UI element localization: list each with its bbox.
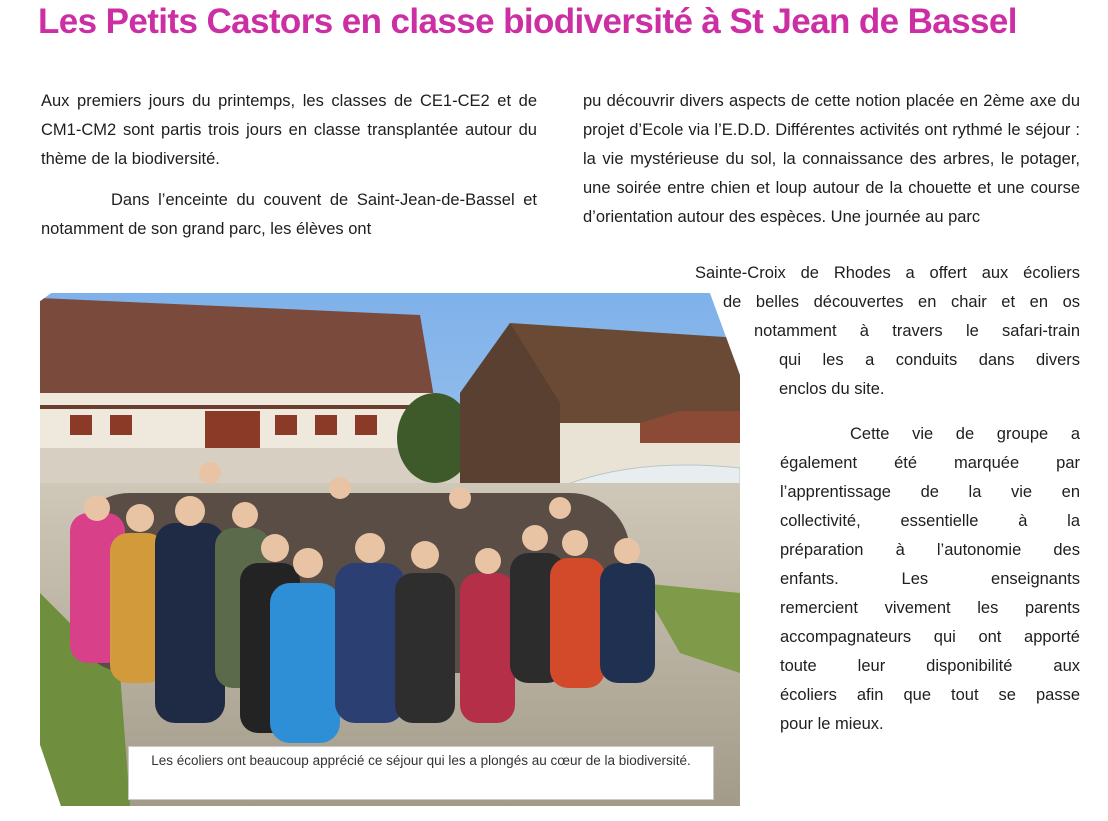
- paragraph-intro: Aux premiers jours du printemps, les classes de CE1-CE2 et de CM1-CM2 sont partis trois jours en classe transplantée autour du thème de la biodiversité.: [41, 92, 537, 168]
- paragraph-couvent: Dans l’enceinte du couvent de Saint-Jean-de-Bassel et notamment de son grand parc, les élèves ont: [41, 191, 537, 238]
- wrap-line: l’apprentissage de la vie en: [780, 483, 1080, 501]
- photo-frame: [34, 287, 746, 812]
- wrap-line: pour le mieux.: [780, 715, 884, 733]
- wrap-line: notamment à travers le safari-train: [754, 322, 1080, 340]
- right-column-wrap-1: [695, 259, 1080, 404]
- wrap-line: enclos du site.: [779, 380, 885, 398]
- right-column-wrap-2: [780, 420, 1080, 739]
- group-photo: [40, 293, 740, 806]
- wrap-line: écoliers afin que tout se passe: [780, 686, 1080, 704]
- wrap-line: de belles découvertes en chair et en os: [723, 293, 1080, 311]
- wrap-line: préparation à l’autonomie des: [780, 541, 1080, 559]
- wrap-line: Cette vie de groupe a: [850, 425, 1080, 443]
- wrap-line: également été marquée par: [780, 454, 1080, 472]
- paragraph-activites: pu découvrir divers aspects de cette notion placée en 2ème axe du projet d’Ecole via l’E.D.D. Différentes activités ont rythmé le séjour : la vie mystérieuse du sol, la connaissance des arbres, le potager, une soirée entre chien et loup autour de la chouette et une course d’orientation autour des espèces. Une journée au parc: [583, 92, 1080, 226]
- wrap-line: remercient vivement les parents: [780, 599, 1080, 617]
- wrap-line: qui les a conduits dans divers: [779, 351, 1080, 369]
- wrap-line: collectivité, essentielle à la: [780, 512, 1080, 530]
- photo-caption: Les écoliers ont beaucoup apprécié ce séjour qui les a plongés au cœur de la biodiversité.: [128, 746, 714, 800]
- wrap-line: toute leur disponibilité aux: [780, 657, 1080, 675]
- wrap-line: enfants. Les enseignants: [780, 570, 1080, 588]
- article-title: Les Petits Castors en classe biodiversité à St Jean de Bassel: [38, 2, 1017, 41]
- group-photo-illustration: [40, 293, 740, 806]
- wrap-line: accompagnateurs qui ont apporté: [780, 628, 1080, 646]
- right-column-top: [583, 87, 1080, 232]
- wrap-line: Sainte-Croix de Rhodes a offert aux écoliers: [695, 264, 1080, 282]
- left-column: [41, 87, 537, 244]
